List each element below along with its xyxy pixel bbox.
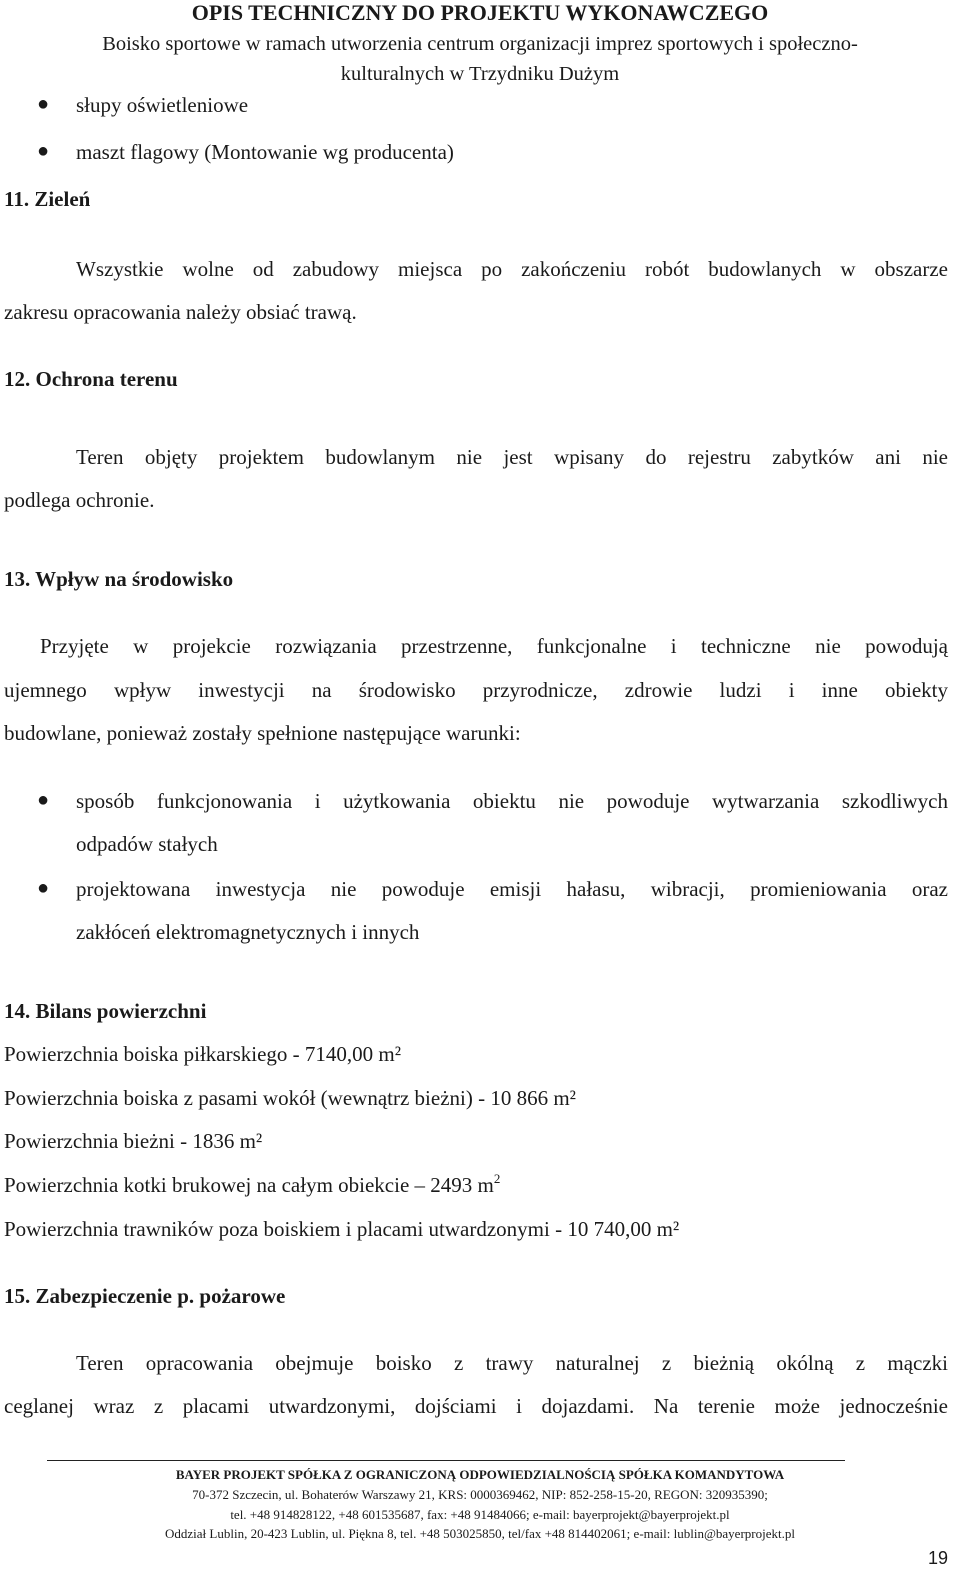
document-subtitle-line1: Boisko sportowe w ramach utworzenia centrum organizacji imprez sportowych i społeczno-	[102, 33, 858, 55]
bullet-icon: ●	[37, 93, 50, 115]
area-line: Powierzchnia bieżni - 1836 m²	[4, 1129, 263, 1153]
paragraph-line: Teren opracowania obejmuje boisko z trawy naturalnej z bieżnią okólną z mączki	[76, 1351, 948, 1375]
document-subtitle	[0, 29, 960, 89]
paragraph-line: Wszystkie wolne od zabudowy miejsca po zakończeniu robót budowlanych w obszarze	[76, 257, 948, 281]
paragraph-line: ujemnego wpływ inwestycji na środowisko przyrodnicze, zdrowie ludzi i inne obiekty	[4, 678, 948, 702]
paragraph-line: Przyjęte w projekcie rozwiązania przestrzenne, funkcjonalne i techniczne nie powodują	[40, 634, 948, 658]
area-line-paving	[4, 1172, 500, 1198]
bullet-icon: ●	[37, 877, 50, 899]
section-heading-13: 13. Wpływ na środowisko	[4, 567, 234, 591]
document-title: OPIS TECHNICZNY DO PROJEKTU WYKONAWCZEGO	[191, 0, 769, 25]
footer-address: 70-372 Szczecin, ul. Bohaterów Warszawy 21, KRS: 0000369462, NIP: 852-258-15-20, REGON: 320935390;	[192, 1487, 768, 1502]
bullet-icon: ●	[37, 789, 50, 811]
footer-contact: tel. +48 914828122, +48 601535687, fax: +48 91484066; e-mail: bayerprojekt@bayerprojekt.pl	[230, 1507, 730, 1522]
list-item-continuation: zakłóceń elektromagnetycznych i innych	[76, 920, 420, 944]
area-line: Powierzchnia trawników poza boiskiem i placami utwardzonymi - 10 740,00 m²	[4, 1217, 680, 1241]
footer-divider	[47, 1460, 845, 1461]
list-item: maszt flagowy (Montowanie wg producenta)	[76, 140, 454, 164]
list-item: słupy oświetleniowe	[76, 93, 249, 117]
paragraph-line: ceglanej wraz z placami utwardzonymi, dojściami i dojazdami. Na terenie może jednocześnie	[4, 1394, 948, 1418]
section-heading-14: 14. Bilans powierzchni	[4, 999, 207, 1023]
page-number: 19	[927, 1548, 948, 1568]
footer-branch: Oddział Lublin, 20-423 Lublin, ul. Piękna 8, tel. +48 503025850, tel/fax +48 814402061; e-mail: lublin@bayerprojekt.pl	[165, 1526, 795, 1541]
area-line: Powierzchnia boiska piłkarskiego - 7140,00 m²	[4, 1042, 402, 1066]
list-item-continuation: odpadów stałych	[76, 832, 218, 856]
section-heading-12: 12. Ochrona terenu	[4, 367, 178, 391]
list-item: projektowana inwestycja nie powoduje emisji hałasu, wibracji, promieniowania oraz	[76, 877, 948, 901]
paragraph-line: podlega ochronie.	[4, 488, 155, 512]
section-heading-11: 11. Zieleń	[4, 187, 91, 211]
document-subtitle-line2: kulturalnych w Trzydniku Dużym	[340, 63, 620, 85]
section-heading-15: 15. Zabezpieczenie p. pożarowe	[4, 1284, 286, 1308]
area-line: Powierzchnia kotki brukowej na całym obiekcie – 2493 m	[4, 1173, 494, 1197]
paragraph-line: zakresu opracowania należy obsiać trawą.	[4, 300, 357, 324]
paragraph-line: Teren objęty projektem budowlanym nie jest wpisany do rejestru zabytków ani nie	[76, 445, 948, 469]
superscript: 2	[493, 1171, 501, 1186]
paragraph-line: budowlane, ponieważ zostały spełnione następujące warunki:	[4, 721, 521, 745]
bullet-icon: ●	[37, 140, 50, 162]
footer-company: BAYER PROJEKT SPÓŁKA Z OGRANICZONĄ ODPOWIEDZIALNOŚCIĄ SPÓŁKA KOMANDYTOWA	[175, 1467, 785, 1482]
list-item: sposób funkcjonowania i użytkowania obiektu nie powoduje wytwarzania szkodliwych	[76, 789, 948, 813]
area-line: Powierzchnia boiska z pasami wokół (wewnątrz bieżni) - 10 866 m²	[4, 1086, 576, 1110]
